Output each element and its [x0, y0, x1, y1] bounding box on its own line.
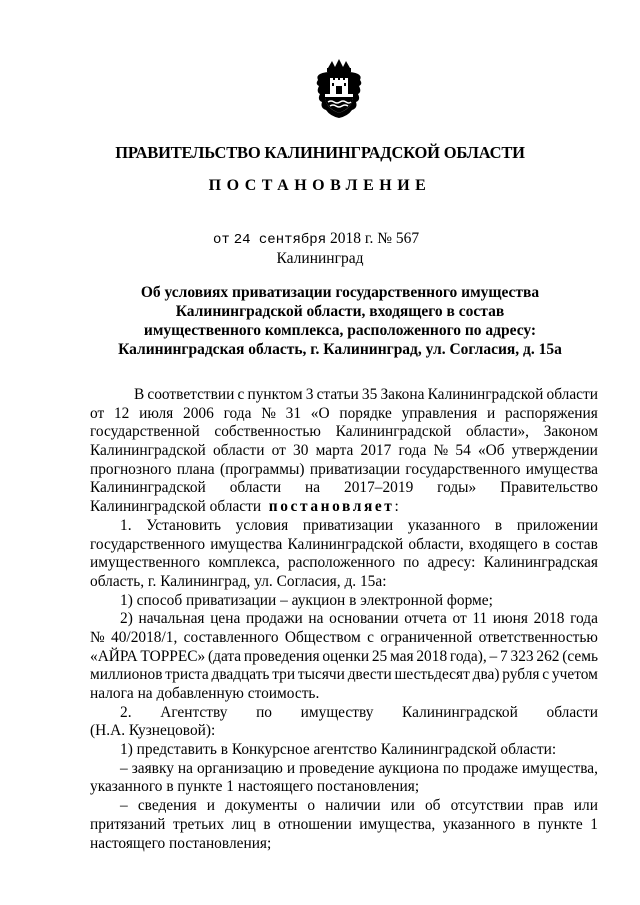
date-prefix: от [213, 232, 230, 248]
body-word: об [424, 797, 441, 815]
body-word: начальная [138, 610, 205, 628]
body-word: аукциона [378, 759, 439, 777]
body-word: июля [139, 404, 174, 422]
body-line [90, 461, 598, 480]
body-word: марта [315, 442, 354, 460]
body-word: двести [347, 666, 392, 684]
body-word: соответствии [147, 386, 235, 403]
body-word: 3 [305, 386, 314, 403]
body-word: в [522, 815, 531, 833]
body-word: плана [176, 460, 215, 478]
body-word: (семь [562, 647, 598, 665]
body-word: отношении [278, 815, 352, 833]
body-word: организацию [196, 759, 283, 777]
body-word: продаже [462, 759, 518, 777]
date-year: 2018 [329, 230, 361, 247]
body-line [90, 760, 598, 779]
body-word: от [90, 404, 105, 422]
subject-line: Об условиях приватизации государственного имущества [140, 284, 540, 301]
document-body [90, 386, 598, 853]
body-word: указанного [442, 815, 516, 833]
body-word: пунктом [247, 386, 303, 403]
body-word: по [442, 759, 459, 777]
subject-line: Калининградская область, г. Калининград, ул. Согласия, д. 15а [118, 341, 562, 358]
body-word: Калининградской [402, 703, 518, 721]
body-word: Закона [380, 386, 425, 403]
body-word: ответственностью [478, 628, 598, 646]
body-word: комплекса, [208, 554, 280, 572]
body-word: приватизации [302, 516, 394, 534]
body-word: лиц [231, 815, 256, 833]
body-line [90, 704, 598, 723]
body-word: в [263, 815, 271, 833]
body-word: Обществом [284, 628, 361, 646]
body-word: 54 [455, 442, 471, 460]
date-day-month: 24 сентября [233, 232, 327, 248]
document-type: ПОСТАНОВЛЕНИЕ [208, 177, 432, 194]
body-word: тысячи [297, 666, 345, 684]
body-word: по [256, 703, 272, 721]
body-word: о [307, 797, 316, 815]
body-word: с [542, 666, 550, 684]
body-word: ТОРРЕС» [140, 647, 206, 665]
body-word: области [546, 386, 598, 403]
body-word: наличии [325, 797, 381, 815]
body-word: сведения [137, 797, 197, 815]
body-word: притязаний [90, 815, 166, 833]
body-word: триста [165, 666, 209, 684]
body-word: имущества, [359, 815, 436, 833]
body-word: и [206, 797, 216, 815]
body-word: продажи [246, 610, 303, 628]
body-word: № [90, 628, 105, 646]
body-word: в [542, 535, 551, 553]
body-word: проведения [243, 647, 320, 665]
body-word: 2018 [416, 647, 448, 665]
body-word: – [489, 647, 498, 665]
body-word: 12 [113, 404, 130, 422]
body-word: «АЙРА [90, 647, 138, 665]
body-word: 2) [120, 610, 133, 628]
body-word: области [546, 703, 598, 721]
body-word: мая [390, 647, 414, 665]
body-line-text: (Н.А. Кузнецовой): [90, 722, 216, 740]
body-word: 2006 [183, 404, 214, 422]
body-line [90, 592, 598, 611]
body-line [90, 517, 598, 536]
body-word: утверждении [511, 442, 598, 460]
body-line [90, 741, 598, 760]
body-word: с [237, 386, 245, 403]
body-line-text: Калининградской области [90, 498, 262, 516]
body-word: цена [210, 610, 241, 628]
body-word: на [305, 479, 321, 497]
body-word: Калининградской [335, 423, 452, 441]
body-line-text: указанного в пункте 1 настоящего постановления; [90, 778, 420, 796]
body-word: оценки [322, 647, 370, 665]
body-line-text: область, г. Калининград, ул. Согласия, д. 15а: [90, 572, 387, 590]
body-word: 40/2018/1, [111, 628, 178, 646]
body-word: порядке [339, 404, 392, 422]
body-word: прав [533, 797, 564, 815]
body-word: условия [235, 516, 289, 534]
body-word: 2018 [533, 610, 565, 628]
body-word: года [570, 610, 598, 628]
body-word: двадцать [211, 666, 270, 684]
body-word: третьих [172, 815, 225, 833]
body-word: и [286, 759, 296, 777]
body-word: – [120, 759, 128, 777]
body-word: № [261, 404, 276, 422]
body-word: ограниченной [380, 628, 473, 646]
body-line [90, 797, 598, 816]
body-word: и [486, 404, 496, 422]
body-line [90, 554, 598, 573]
body-word: 323 [510, 647, 534, 665]
body-word: имущества [525, 460, 598, 478]
document-number: 567 [395, 230, 420, 247]
body-word: Законом [543, 423, 598, 441]
body-word: имуществу [300, 703, 374, 721]
city: Калининград [276, 250, 364, 267]
body-line [90, 648, 598, 667]
body-line [90, 685, 598, 704]
body-word: документы [225, 797, 298, 815]
body-word: приложении [516, 516, 598, 534]
body-word: области», [466, 423, 530, 441]
body-word: (программы) [219, 460, 305, 478]
body-word: имущества, [521, 759, 598, 777]
body-word: заявку [131, 759, 174, 777]
body-word: области [212, 442, 265, 460]
body-word: два) [472, 666, 500, 684]
body-word: 2. [120, 703, 132, 721]
body-line [90, 835, 598, 854]
body-line-text: настоящего постановления; [90, 834, 272, 852]
body-line [90, 573, 598, 592]
resolves-word: постановляет [268, 498, 395, 516]
body-word: 25 [371, 647, 388, 665]
body-word: 1. [120, 516, 132, 534]
body-word: Агентству [160, 703, 228, 721]
body-word: имущества [210, 535, 283, 553]
body-word: адресу: [427, 554, 476, 572]
body-word: имущественного [90, 554, 201, 572]
resolves-colon: : [394, 498, 399, 516]
body-word: отчета [404, 610, 447, 628]
body-line [90, 498, 598, 517]
body-word: учетом [551, 666, 598, 684]
body-word: на [177, 759, 193, 777]
body-word: 35 [361, 386, 378, 403]
body-word: государственного [90, 535, 206, 553]
body-word: входящего [468, 535, 538, 553]
date-and-number [213, 230, 419, 248]
body-word: 2017 [360, 442, 392, 460]
body-word: июня [492, 610, 528, 628]
body-word: – [120, 797, 128, 815]
body-line [90, 722, 598, 741]
number-sign: № [377, 230, 393, 247]
body-word: Калининградской [90, 442, 206, 460]
body-word: года [223, 404, 252, 422]
body-word: Калининградской [90, 479, 206, 497]
body-line [90, 629, 598, 648]
body-word: состав [555, 535, 598, 553]
body-word: 31 [285, 404, 302, 422]
body-word: в [494, 516, 503, 534]
body-word: государственной [90, 423, 200, 441]
kaliningrad-coat-of-arms-icon [314, 58, 364, 120]
body-line [90, 666, 598, 685]
body-word: рубля [502, 666, 540, 684]
body-line [90, 386, 598, 405]
body-word: отсутствии [450, 797, 524, 815]
body-word: области [229, 479, 282, 497]
body-word: от [271, 442, 286, 460]
body-word: года), [449, 647, 487, 665]
body-word: прогнозного [90, 460, 172, 478]
body-word: 11 [472, 610, 488, 628]
body-word: миллионов [90, 666, 163, 684]
body-word: на [308, 610, 324, 628]
body-word: распоряжения [504, 404, 598, 422]
body-word: от [452, 610, 467, 628]
body-line [90, 442, 598, 461]
body-word: проведение [299, 759, 375, 777]
body-word: (дата [208, 647, 242, 665]
body-word: Установить [146, 516, 222, 534]
body-word: указанного [407, 516, 481, 534]
body-word: с [367, 628, 374, 646]
document-subject [90, 283, 590, 359]
body-word: пункте [537, 815, 583, 833]
body-line-text: 1) представить в Конкурсное агентство Калининградской области: [120, 741, 557, 759]
subject-line: имущественного комплекса, расположенного по адресу: [143, 322, 537, 339]
body-word: области, [408, 535, 464, 553]
body-word: Калининградской [287, 535, 404, 553]
body-line-text: налога на добавленную стоимость. [90, 685, 320, 702]
body-word: года [398, 442, 427, 460]
body-word: 2017–2019 [344, 479, 414, 497]
government-title: ПРАВИТЕЛЬСТВО КАЛИНИНГРАДСКОЙ ОБЛАСТИ [115, 143, 525, 162]
body-word: «Об [477, 442, 505, 460]
body-line [90, 778, 598, 797]
body-word: по [403, 554, 420, 572]
year-suffix: г. [364, 230, 374, 247]
body-word: приватизации [309, 460, 401, 478]
body-word: или [390, 797, 415, 815]
body-word: годы» [437, 479, 477, 497]
body-word: три [272, 666, 296, 684]
body-word: В [134, 386, 145, 403]
body-word: Калининградской [427, 386, 544, 403]
body-word: 262 [536, 647, 560, 665]
body-word: 30 [293, 442, 309, 460]
body-word: шестьдесят [394, 666, 470, 684]
body-word: собственностью [214, 423, 321, 441]
body-line [90, 479, 598, 498]
body-word: расположенного [287, 554, 396, 572]
body-word: 7 [500, 647, 508, 665]
body-word: «О [310, 404, 330, 422]
body-line [90, 816, 598, 835]
body-line [90, 423, 598, 442]
body-word: статьи [316, 386, 359, 403]
subject-line: Калининградской области, входящего в состав [175, 303, 505, 320]
body-word: основании [329, 610, 399, 628]
body-word: государственного [405, 460, 521, 478]
body-word: 1 [590, 815, 598, 833]
body-word: или [573, 797, 598, 815]
body-line [90, 405, 598, 424]
body-line-text: 1) способ приватизации – аукцион в электронной форме; [120, 591, 493, 609]
body-word: Правительство [500, 479, 598, 497]
body-word: Калининградская [483, 554, 598, 572]
body-line [90, 536, 598, 555]
body-word: составленного [183, 628, 279, 646]
body-word: управления [401, 404, 478, 422]
body-line [90, 610, 598, 629]
body-word: № [433, 442, 449, 460]
